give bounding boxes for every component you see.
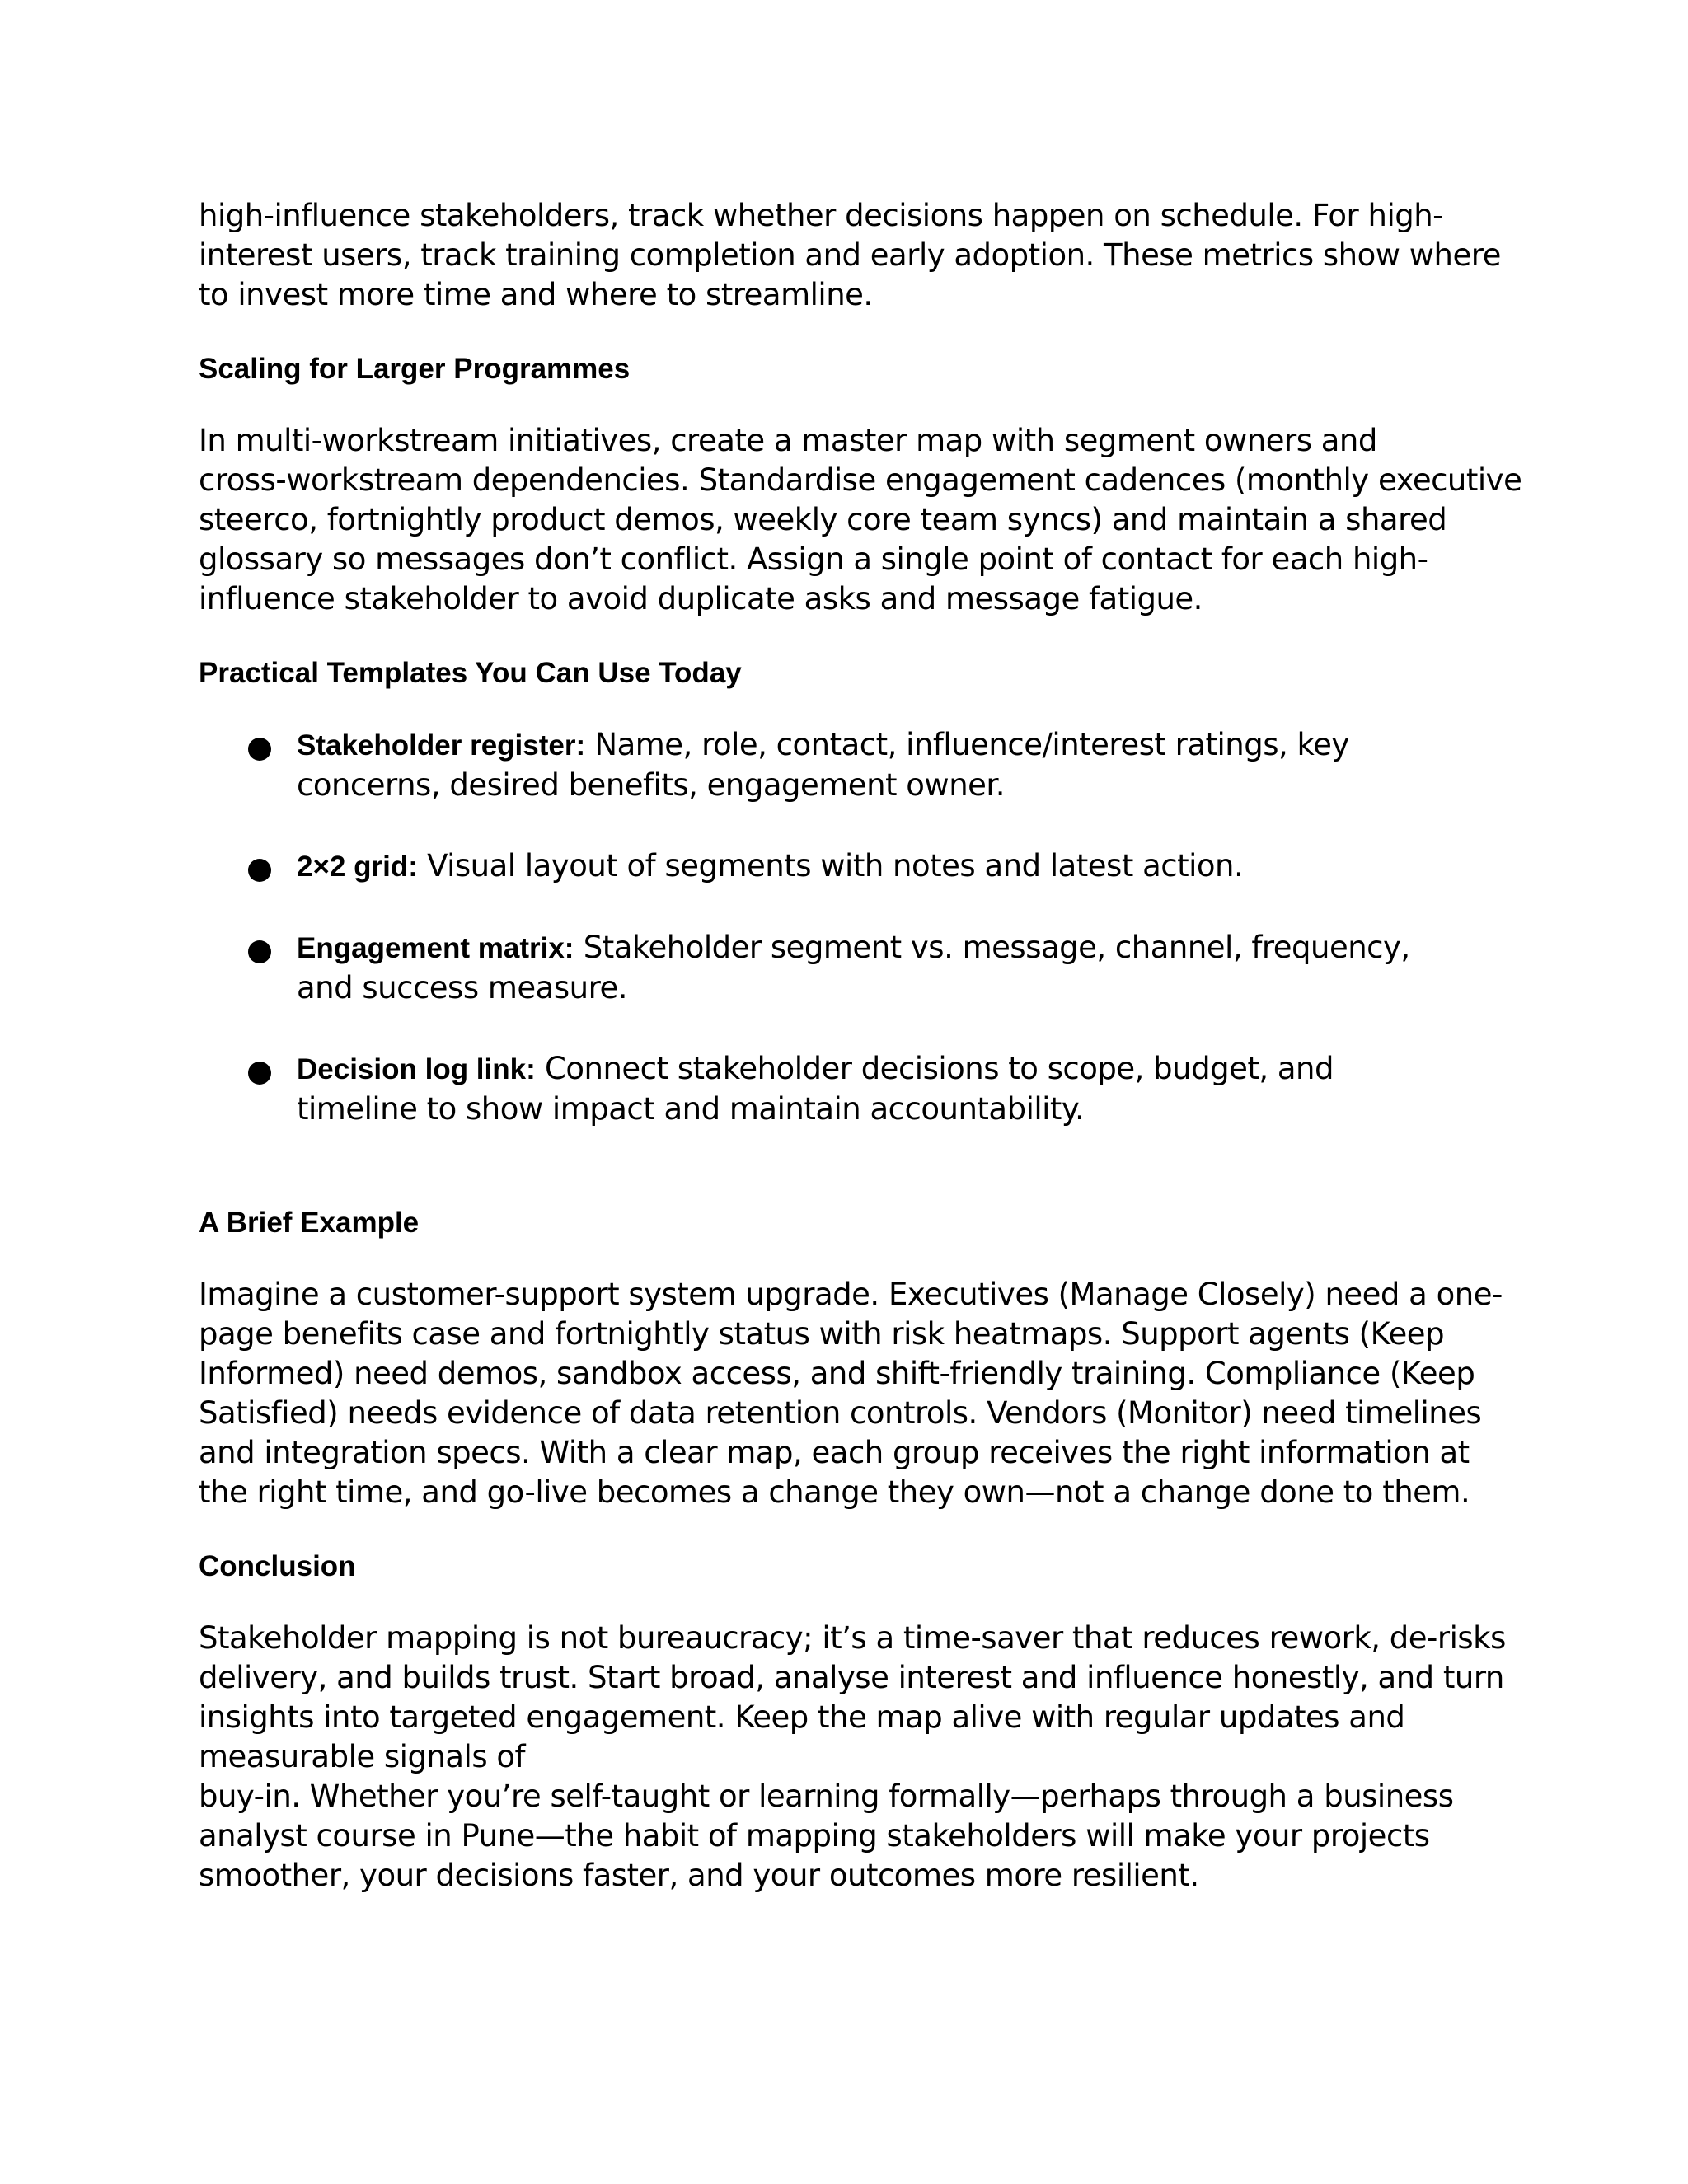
- text-line: measurable signals of: [199, 1739, 526, 1774]
- list-item: [199, 928, 1517, 1008]
- list-item-text: Stakeholder segment vs. message, channel, frequency,: [574, 930, 1410, 965]
- text-line: to invest more time and where to streamline.: [199, 277, 873, 312]
- text-line: analyst course in Pune—the habit of mapping stakeholders will make your projects: [199, 1818, 1430, 1854]
- list-item-text: Visual layout of segments with notes and latest action.: [417, 848, 1244, 883]
- text-line: smoother, your decisions faster, and your outcomes more resilient.: [199, 1858, 1199, 1893]
- text-line: delivery, and builds trust. Start broad, analyse interest and influence honestly, and turn: [199, 1660, 1504, 1695]
- list-item-text: Connect stakeholder decisions to scope, budget, and: [535, 1051, 1334, 1086]
- text-line: insights into targeted engagement. Keep the map alive with regular updates and: [199, 1699, 1405, 1735]
- example-paragraph: [199, 1275, 1517, 1512]
- intro-paragraph: [199, 196, 1517, 315]
- text-line: and integration specs. With a clear map, each group receives the right information at: [199, 1435, 1470, 1470]
- text-line: influence stakeholder to avoid duplicate asks and message fatigue.: [199, 581, 1203, 616]
- text-line: cross-workstream dependencies. Standardise engagement cadences (monthly executive: [199, 462, 1522, 498]
- list-item: [199, 1049, 1517, 1129]
- templates-list: [199, 725, 1517, 1129]
- text-line: interest users, track training completion and early adoption. These metrics show where: [199, 237, 1501, 273]
- section-heading-templates: Practical Templates You Can Use Today: [199, 657, 742, 689]
- section-heading-example: A Brief Example: [199, 1207, 420, 1239]
- list-item-text: timeline to show impact and maintain accountability.: [297, 1091, 1085, 1127]
- list-item-term: Engagement matrix:: [297, 932, 574, 964]
- conclusion-paragraph: [199, 1619, 1517, 1896]
- bullet-icon: [248, 1062, 271, 1085]
- text-line: Informed) need demos, sandbox access, and shift-friendly training. Compliance (Keep: [199, 1356, 1475, 1391]
- list-item: [199, 846, 1517, 887]
- list-item-text: and success measure.: [297, 970, 627, 1005]
- text-line: glossary so messages don’t conflict. Assign a single point of contact for each high-: [199, 541, 1428, 577]
- text-line: steerco, fortnightly product demos, weekly core team syncs) and maintain a shared: [199, 502, 1447, 537]
- document-body: [199, 196, 1522, 1896]
- section-heading-conclusion: Conclusion: [199, 1550, 356, 1582]
- list-item-term: Stakeholder register:: [297, 729, 586, 762]
- text-line: high-influence stakeholders, track whether decisions happen on schedule. For high-: [199, 198, 1444, 233]
- text-line: page benefits case and fortnightly status with risk heatmaps. Support agents (Keep: [199, 1316, 1445, 1352]
- text-line: Satisfied) needs evidence of data retention controls. Vendors (Monitor) need timelines: [199, 1395, 1482, 1431]
- bullet-icon: [248, 859, 271, 882]
- text-line: buy-in. Whether you’re self-taught or learning formally—perhaps through a business: [199, 1779, 1454, 1814]
- bullet-icon: [248, 940, 271, 963]
- list-item-text: concerns, desired benefits, engagement owner.: [297, 767, 1005, 803]
- text-line: the right time, and go-live becomes a change they own—not a change done to them.: [199, 1474, 1470, 1510]
- text-line: Imagine a customer-support system upgrade. Executives (Manage Closely) need a one-: [199, 1277, 1503, 1312]
- list-item-text: Name, role, contact, influence/interest ratings, key: [585, 727, 1349, 762]
- bullet-icon: [248, 738, 271, 761]
- list-item: [199, 725, 1517, 805]
- section-heading-scaling: Scaling for Larger Programmes: [199, 353, 631, 385]
- text-line: In multi-workstream initiatives, create a master map with segment owners and: [199, 423, 1377, 458]
- list-item-term: Decision log link:: [297, 1053, 536, 1085]
- text-line: Stakeholder mapping is not bureaucracy; it’s a time-saver that reduces rework, de-risks: [199, 1620, 1506, 1656]
- list-item-term: 2×2 grid:: [297, 851, 418, 883]
- scaling-paragraph: [199, 421, 1522, 619]
